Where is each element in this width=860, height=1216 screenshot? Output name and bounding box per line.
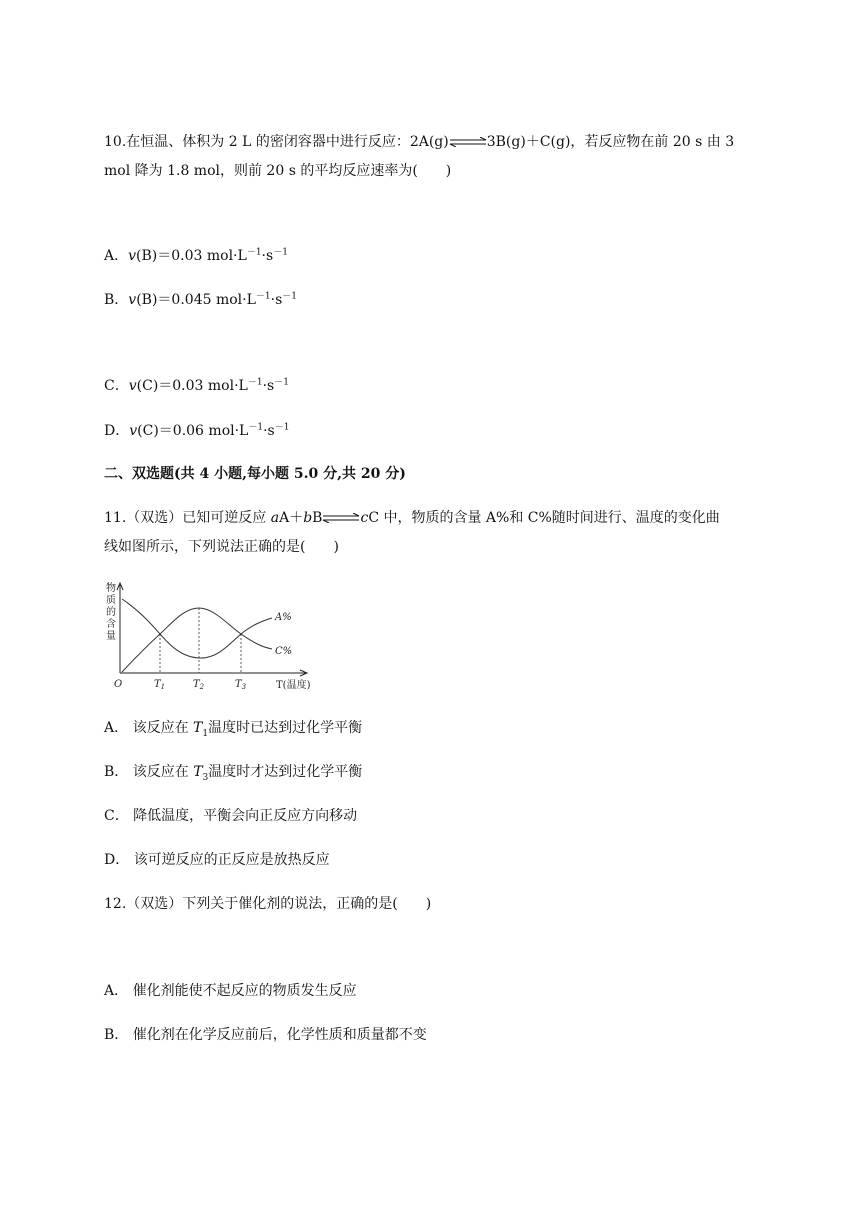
section-heading: 二、双选题(共 4 小题,每小题 5.0 分,共 20 分) xyxy=(104,466,406,482)
q12-option-b: B． 催化剂在化学反应前后，化学性质和质量都不变 xyxy=(104,1027,427,1043)
q12-option-a: A． 催化剂能使不起反应的物质发生反应 xyxy=(104,983,357,999)
q12-stem: 12.（双选）下列关于催化剂的说法，正确的是( ) xyxy=(104,896,432,912)
reversible-arrow-icon xyxy=(322,513,360,523)
q11-option-d: D． 该可逆反应的正反应是放热反应 xyxy=(104,852,330,868)
q10-option-a: A．v(B)＝0.03 $mol\cdot L^{-1}\cdot s^{-1}$ xyxy=(104,247,288,264)
q11-option-b: B． 该反应在 $T_3$温度时才达到过化学平衡 xyxy=(104,764,363,783)
ylabel-char: 含 xyxy=(106,619,116,630)
ylabel-char: 质 xyxy=(106,595,116,606)
origin-label: O xyxy=(114,679,123,690)
q11-option-c: C． 降低温度，平衡会向正反应方向移动 xyxy=(104,808,358,824)
t1-label: $T_1$ xyxy=(154,679,166,691)
q10-stem-part1: 10.在恒温、体积为 2 L 的密闭容器中进行反应：2A(g) xyxy=(104,134,449,150)
t3-label: $T_3$ xyxy=(235,679,247,691)
curve-a-label: A% xyxy=(275,612,292,623)
t2-label: $T_2$ xyxy=(193,679,205,691)
x-axis-label: T(温度) xyxy=(276,680,311,691)
q11-stem-line1: 11.（双选）已知可逆反应 aA＋bB cC 中，物质的含量 A%和 C%随时间进行、温度的变化曲 xyxy=(104,510,720,526)
ylabel-char: 量 xyxy=(106,631,116,642)
q10-stem-line2: mol 降为 1.8 mol，则前 20 s 的平均反应速率为( ) xyxy=(104,163,452,179)
q11-option-a: A． 该反应在 $T_1$温度时已达到过化学平衡 xyxy=(104,720,363,739)
q10-stem-line1 xyxy=(104,132,734,152)
q11-stem-line2: 线如图所示，下列说法正确的是( ) xyxy=(104,539,339,555)
content-curve-figure xyxy=(100,577,332,697)
ylabel-char: 的 xyxy=(106,607,116,618)
q10-stem-part2: 3B(g)＋C(g)，若反应物在前 20 s 由 3 xyxy=(486,134,735,150)
q10-option-c: C．v(C)＝0.03 $mol\cdot L^{-1}\cdot s^{-1}$ xyxy=(104,377,289,394)
q10-option-d: D．v(C)＝0.06 $mol\cdot L^{-1}\cdot s^{-1}$ xyxy=(104,422,290,439)
reversible-arrow-icon xyxy=(449,137,487,147)
curve-c-label: C% xyxy=(275,646,293,657)
ylabel-char: 物 xyxy=(106,583,116,594)
q10-option-b: B．v(B)＝0.045 $mol\cdot L^{-1}\cdot s^{-1}$ xyxy=(104,291,297,308)
